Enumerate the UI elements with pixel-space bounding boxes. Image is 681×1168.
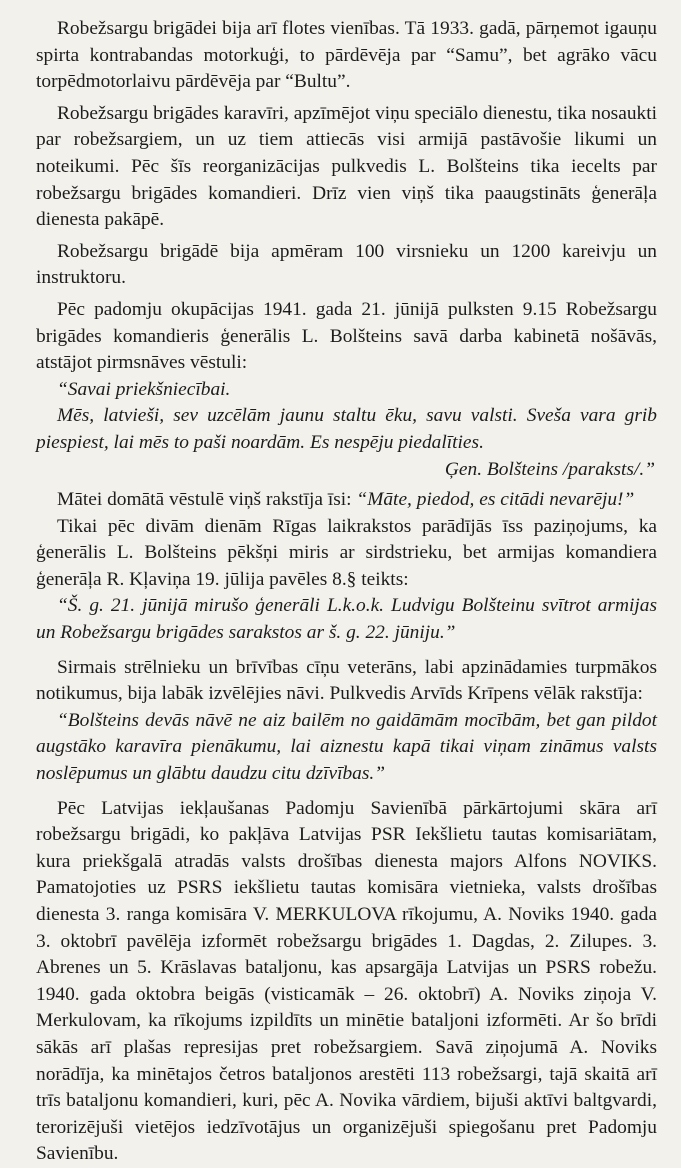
paragraph-soviet-reorganization: Pēc Latvijas iekļaušanas Padomju Savienībā pārkārtojumi skāra arī robežsargu brigādi, ko pakļāva Latvijas PSR Iekšlietu tautas komisariātam, kura priekšgalā atradās valsts drošības dienesta majors Alfons NOVIKS. Pamatojoties uz PSRS iekšlietu tautas komisāra vietnieka, valsts drošības dienesta 3. ranga komisāra V. MERKULOVA rīkojumu, A. Noviks 1940. gada 3. oktobrī pavēlēja izformēt robežsargu brigādes 1. Dagdas, 2. Zilupes. 3. Abrenes un 5. Krāslavas bataljonu, kas apsargāja Latvijas un PSRS robežu. 1940. gada oktobra beigās (visticamāk – 26. oktobrī) A. Noviks ziņoja V. Merkulovam, ka rīkojums izpildīts un minētie bataljoni izformēti. Ar šo brīdi sākās arī plašas represijas pret robežsargiem. Savā ziņojumā A. Noviks norādīja, ka minētajos četros bataljonos arestēti 113 robežsargi, tajā skaitā arī trīs bataljonu komandieri, kuri, pēc A. Novika vārdiem, bijuši aktīvi baltgvardi, terorizējuši vietējos iedzīvotājus un organizējuši spiegošanu pret Padomju Savienību. xyxy=(36,797,657,1165)
quote-letter-body: Mēs, latvieši, sev uzcēlām jaunu staltu ēku, savu valsti. Sveša vara grib piespiest, lai mēs to paši noardām. Es nespēju piedalīties. xyxy=(36,405,657,453)
paragraph-newspaper-notice: Tikai pēc divām dienām Rīgas laikrakstos parādījās īss paziņojums, ka ģenerālis L. Bolšteins pēkšņi miris ar sirdstrieku, bet armijas komandiera ģenerāļa R. Kļaviņa 19. jūlija pavēles 8.§ teikts: xyxy=(36,515,657,590)
quote-letter-signature: Ģen. Bolšteins /paraksts/.” xyxy=(444,458,655,480)
quote-letter-salutation: “Savai priekšniecībai. xyxy=(57,378,231,400)
paragraph-veteran-choice: Sirmais strēlnieku un brīvības cīņu veterāns, labi apzinādamies turpmākos notikumus, bija labāk izvēlējies nāvi. Pulkvedis Arvīds Krīpens vēlāk rakstīja: xyxy=(36,656,657,705)
paragraph-letter-to-mother xyxy=(36,487,657,514)
mother-letter-quote: “Māte, piedod, es citādi nevarēju!” xyxy=(356,489,635,511)
paragraph-fleet-units: Robežsargu brigādei bija arī flotes vienības. Tā 1933. gadā, pārņemot igauņu spirta kontrabandas motorkuģi, to pārdēvēja par “Samu”, bet agrāko vācu torpēdmotorlaivu pārdēvēja par “Bultu”. xyxy=(36,18,657,93)
paragraph-occupation-suicide: Pēc padomju okupācijas 1941. gada 21. jūnijā pulksten 9.15 Robežsargu brigādes komandieris ģenerālis L. Bolšteins savā darba kabinetā nošāvās, atstājot pirmsnāves vēstuli: xyxy=(36,298,657,374)
mother-letter-lead: Mātei domātā vēstulē viņš rakstīja īsi: xyxy=(57,489,357,511)
paragraph-brigade-size: Robežsargu brigādē bija apmēram 100 virsnieku un 1200 kareivju un instruktoru. xyxy=(36,240,657,289)
quote-army-order: “Š. g. 21. jūnijā mirušo ģenerāli L.k.o.k. Ludvigu Bolšteinu svītrot armijas un Robežsargu brigādes sarakstos ar š. g. 22. jūniju.” xyxy=(36,595,657,644)
paragraph-border-guards-naming: Robežsargu brigādes karavīri, apzīmējot viņu speciālo dienestu, tika nosaukti par robežsargiem, un uz tiem attiecās visi armijā pastāvošie likumi un noteikumi. Pēc šīs reorganizācijas pulkvedis L. Bolšteins tika iecelts par robežsargu brigādes komandieri. Drīz vien viņš tika paaugstināts ģenerāļa dienesta pakāpē. xyxy=(36,102,657,231)
quote-kripens: “Bolšteins devās nāvē ne aiz bailēm no gaidāmām mocībām, bet gan pildot augstāko karavīra pienākumu, lai aiznestu kapā tikai viņam zināmus valsts noslēpumus un glābtu daudzu citu dzīvības.” xyxy=(36,709,657,785)
